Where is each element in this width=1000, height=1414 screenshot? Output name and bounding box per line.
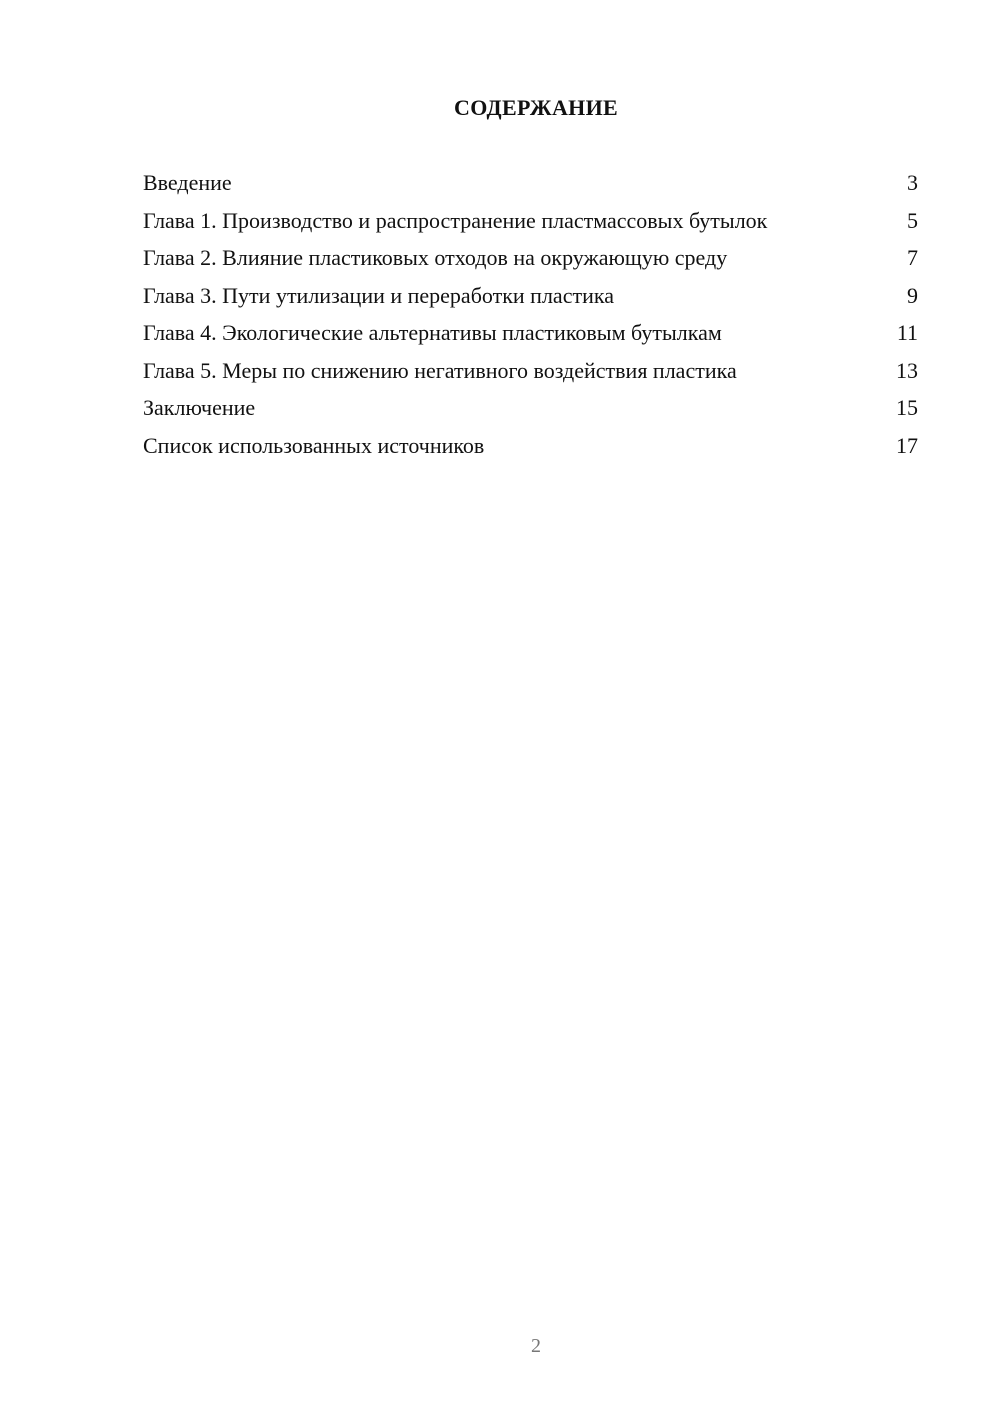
table-of-contents: [143, 170, 918, 470]
page-title: СОДЕРЖАНИЕ: [454, 95, 618, 120]
toc-entry-label: Глава 1. Производство и распространение пластмассовых бутылок: [143, 207, 768, 233]
toc-entry-page: 11: [896, 320, 918, 345]
toc-entry-chapter-2[interactable]: [143, 245, 918, 271]
toc-entry-page: 3: [907, 170, 918, 195]
toc-entry-references[interactable]: [143, 433, 918, 459]
toc-entry-page: 15: [896, 395, 918, 420]
toc-entry-page: 13: [896, 357, 918, 383]
toc-entry-label: Глава 5. Меры по снижению негативного воздействия пластика: [143, 357, 737, 383]
toc-entry-chapter-3[interactable]: [143, 283, 918, 309]
toc-entry-label: Список использованных источников: [143, 432, 485, 458]
toc-entry-label: Введение: [143, 170, 232, 195]
toc-entry-chapter-1[interactable]: [143, 208, 918, 234]
toc-entry-page: 9: [907, 282, 918, 308]
toc-entry-page: 5: [907, 207, 918, 233]
toc-entry-conclusion[interactable]: [143, 395, 918, 421]
toc-entry-chapter-4[interactable]: [143, 320, 918, 346]
toc-entry-label: Глава 4. Экологические альтернативы пластиковым бутылкам: [143, 320, 722, 345]
page-number: 2: [531, 1335, 541, 1357]
toc-entry-chapter-5[interactable]: [143, 358, 918, 384]
toc-entry-label: Заключение: [143, 395, 256, 420]
toc-entry-label: Глава 3. Пути утилизации и переработки пластика: [143, 282, 614, 308]
toc-entry-introduction[interactable]: [143, 170, 918, 196]
toc-entry-label: Глава 2. Влияние пластиковых отходов на окружающую среду: [143, 245, 728, 270]
toc-entry-page: 17: [896, 432, 918, 458]
toc-entry-page: 7: [907, 245, 918, 270]
